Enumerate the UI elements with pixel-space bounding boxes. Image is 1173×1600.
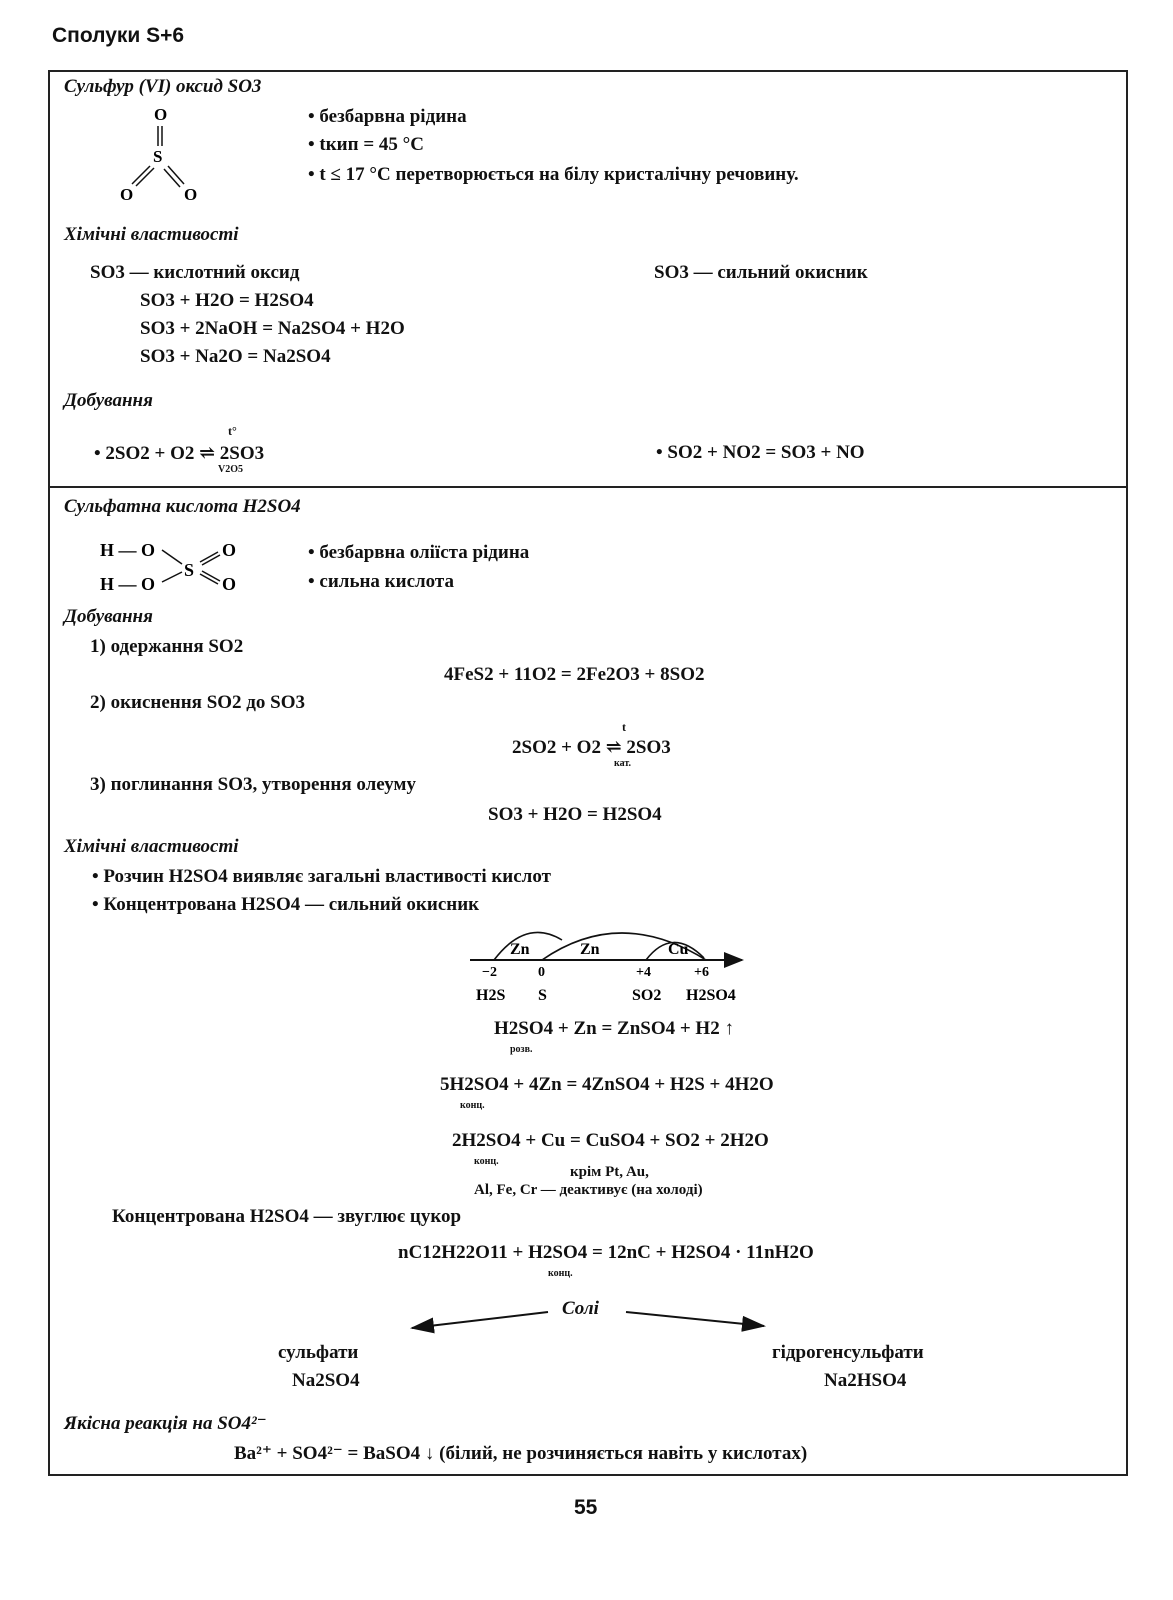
- hydrosulfates-label: гідрогенсульфати: [772, 1342, 924, 1363]
- h2so4-eq-1: 4FeS2 + 11O2 = 2Fe2O3 + 8SO2: [444, 664, 705, 685]
- scale-species-3: SO2: [632, 987, 662, 1004]
- oxidation-scale: [466, 914, 766, 1014]
- h2so4-sugar-note: конц.: [548, 1268, 573, 1279]
- sulfates-formula: Na2SO4: [292, 1370, 360, 1391]
- qualitative-reaction-equation: Ba²⁺ + SO4²⁻ = BaSO4 ↓ (білий, не розчиняється навіть у кислотах): [234, 1443, 808, 1464]
- page-number: 55: [574, 1496, 598, 1519]
- salts-arrows: [404, 1300, 784, 1340]
- scale-metal-3: Cu: [668, 941, 689, 958]
- so3-reaction-3: SO3 + Na2O = Na2SO4: [140, 346, 331, 367]
- h2so4-reaction-1: H2SO4 + Zn = ZnSO4 + H2 ↑: [494, 1018, 734, 1039]
- h2so4-ho-2: H — O: [100, 574, 156, 594]
- so3-chem-title: Хімічні властивості: [64, 224, 239, 245]
- scale-species-1: H2S: [476, 987, 506, 1004]
- so3-acid-oxide: SO3 — кислотний оксид: [90, 262, 300, 283]
- sulfates-label: сульфати: [278, 1342, 359, 1363]
- h2so4-reaction-2-note: конц.: [460, 1100, 485, 1111]
- so3-prod-2: • SO2 + NO2 = SO3 + NO: [656, 442, 865, 463]
- so3-prop-1: • безбарвна рідина: [308, 106, 467, 127]
- so3-title: Сульфур (VI) оксид SO3: [64, 76, 262, 97]
- h2so4-reaction-1-note: розв.: [510, 1044, 533, 1055]
- h2so4-step-1: 1) одержання SO2: [90, 636, 244, 657]
- so3-prop-2: • tкип = 45 °C: [308, 134, 424, 155]
- h2so4-reaction-3-except-2: Al, Fe, Cr — деактивує (на холоді): [474, 1182, 703, 1198]
- h2so4-eq-2-condition-top: t: [622, 720, 626, 734]
- scale-tick-2: 0: [538, 965, 545, 980]
- so3-prod-title: Добування: [64, 390, 153, 411]
- h2so4-o-1: O: [222, 540, 237, 560]
- so3-structure: [106, 104, 216, 214]
- so3-prod-1-condition-bottom: V2O5: [218, 464, 243, 475]
- so3-strong-oxidizer: SO3 — сильний окисник: [654, 262, 868, 283]
- h2so4-ho-1: H — O: [100, 540, 156, 560]
- h2so4-eq-2-condition-bottom: кат.: [614, 758, 632, 769]
- h2so4-chem-title: Хімічні властивості: [64, 836, 239, 857]
- so3-s: S: [153, 147, 163, 166]
- h2so4-o-2: O: [222, 574, 237, 594]
- salts-label: Солі: [562, 1298, 599, 1319]
- scale-tick-1: −2: [482, 965, 497, 980]
- so3-o-left: O: [120, 185, 134, 204]
- so3-o-top: O: [154, 105, 168, 124]
- h2so4-bullet-2: • Концентрована H2SO4 — сильний окисник: [92, 894, 480, 915]
- so3-prod-1: • 2SO2 + O2 ⇌ 2SO3: [94, 443, 265, 464]
- h2so4-sugar-title: Концентрована H2SO4 — звуглює цукор: [112, 1206, 462, 1227]
- scale-tick-4: +6: [694, 965, 709, 980]
- h2so4-step-2: 2) окиснення SO2 до SO3: [90, 692, 306, 713]
- so3-reaction-1: SO3 + H2O = H2SO4: [140, 290, 314, 311]
- h2so4-sugar-equation: nC12H22O11 + H2SO4 = 12nC + H2SO4 · 11nH2O: [398, 1242, 814, 1263]
- scale-species-4: H2SO4: [686, 987, 736, 1004]
- page-header: Сполуки S+6: [52, 24, 185, 47]
- so3-o-right: O: [184, 185, 198, 204]
- scale-metal-2: Zn: [580, 941, 600, 958]
- h2so4-s: S: [184, 560, 195, 580]
- so3-prop-3: • t ≤ 17 °C перетворюється на білу кристалічну речовину.: [308, 164, 799, 185]
- h2so4-structure: [98, 534, 258, 604]
- so3-prod-1-condition-top: t°: [228, 424, 237, 438]
- h2so4-eq-2: 2SO2 + O2 ⇌ 2SO3: [512, 737, 671, 758]
- hydrosulfates-formula: Na2HSO4: [824, 1370, 907, 1391]
- h2so4-reaction-2: 5H2SO4 + 4Zn = 4ZnSO4 + H2S + 4H2O: [440, 1074, 774, 1095]
- scale-tick-3: +4: [636, 965, 651, 980]
- h2so4-bullet-1: • Розчин H2SO4 виявляє загальні властивості кислот: [92, 866, 551, 887]
- so3-reaction-2: SO3 + 2NaOH = Na2SO4 + H2O: [140, 318, 405, 339]
- h2so4-reaction-3-except-1: крім Pt, Au,: [570, 1164, 649, 1180]
- scale-species-2: S: [538, 987, 547, 1004]
- h2so4-prod-title: Добування: [64, 606, 153, 627]
- h2so4-reaction-3-note: конц.: [474, 1156, 499, 1167]
- h2so4-prop-1: • безбарвна оліїста рідина: [308, 542, 530, 563]
- h2so4-step-3: 3) поглинання SO3, утворення олеуму: [90, 774, 416, 795]
- h2so4-eq-3: SO3 + H2O = H2SO4: [488, 804, 662, 825]
- h2so4-reaction-3: 2H2SO4 + Cu = CuSO4 + SO2 + 2H2O: [452, 1130, 769, 1151]
- h2so4-prop-2: • сильна кислота: [308, 571, 454, 592]
- qualitative-reaction-title: Якісна реакція на SO4²⁻: [64, 1413, 267, 1434]
- h2so4-title: Сульфатна кислота H2SO4: [64, 496, 301, 517]
- scale-metal-1: Zn: [510, 941, 530, 958]
